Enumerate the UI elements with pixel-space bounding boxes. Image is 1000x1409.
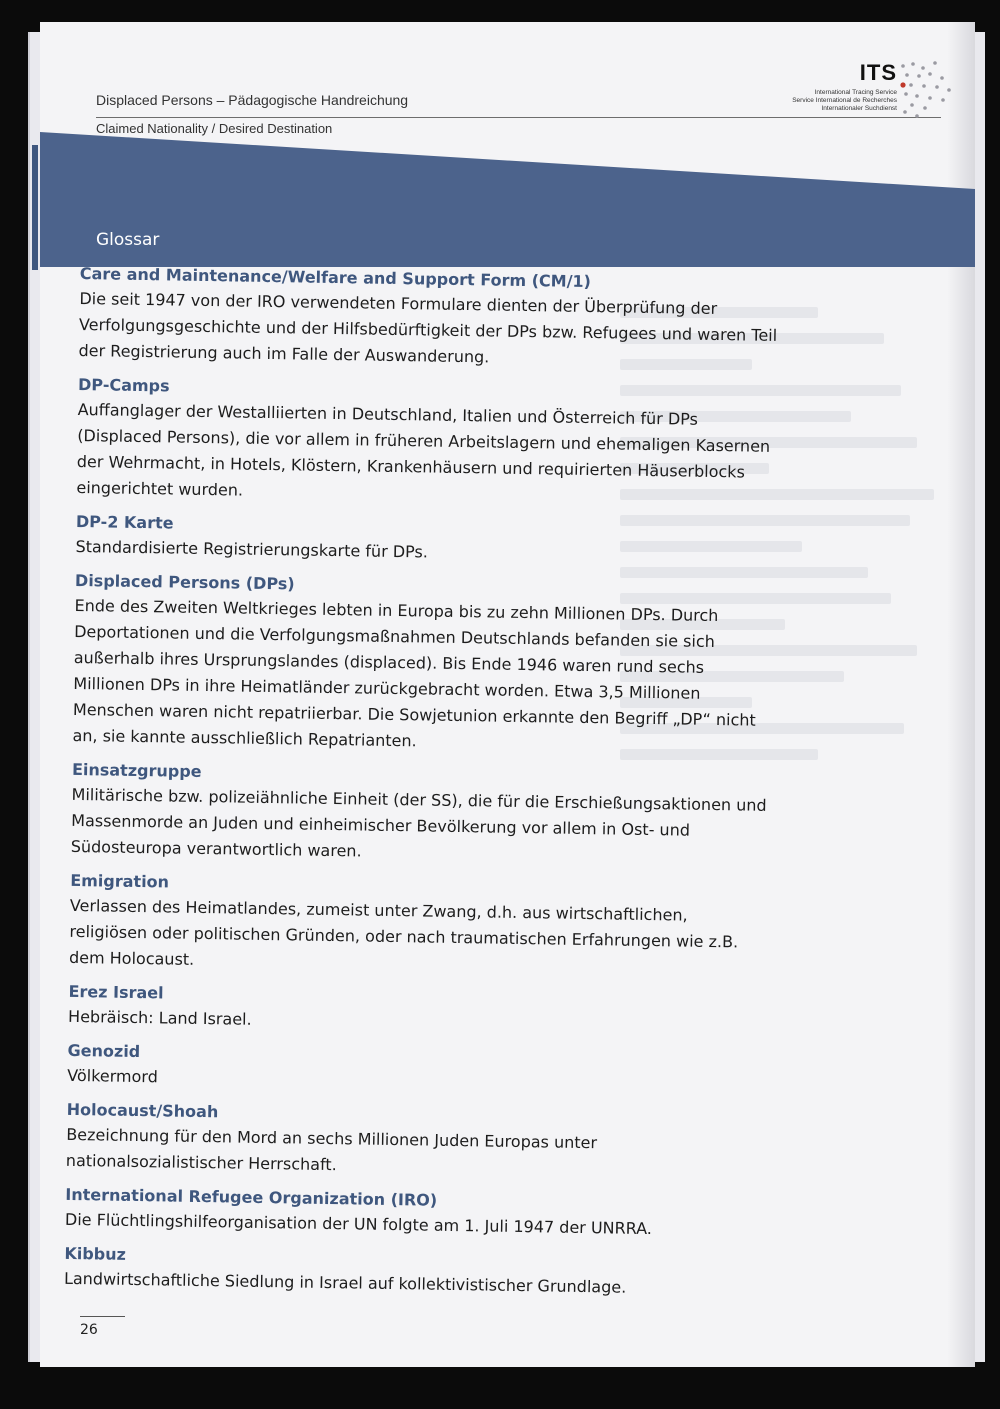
banner-title: Glossar <box>96 230 160 250</box>
glossary-definition: Die seit 1947 von der IRO verwendeten Formulare dienten der Überprüfung der Verfolgungsgeschichte und der Hilfsbedürftigkeit der DPs bzw. Refugees und waren Teil der Registrierung auch im Falle der Auswanderung. <box>78 288 778 367</box>
glossary-entry <box>69 869 771 982</box>
glossary-definition: Hebräisch: Land Israel. <box>67 1006 252 1029</box>
glossary-entry <box>76 373 778 512</box>
logo-line-2: Service International de Recherches <box>792 97 897 104</box>
glossary-definition: Auffanglager der Westalliierten in Deutschland, Italien und Österreich für DPs (Displaced Persons), die vor allem in früheren Arbeitslagern und ehemaligen Kasernen der Wehrmacht, in Hotels, Klöstern, Krankenhäusern und requirierten Häuserblocks eingerichtet wurden. <box>76 399 771 500</box>
its-logo <box>775 60 955 120</box>
binding-edge <box>32 145 38 270</box>
glossary-entry <box>67 1039 768 1100</box>
logo-wordmark: ITS <box>859 60 897 85</box>
dot-cluster-icon <box>897 60 955 120</box>
glossary-term: Holocaust/Shoah <box>66 1099 219 1122</box>
glossary-entry <box>65 1183 766 1244</box>
glossary-definition: Verlassen des Heimatlandes, zumeist unter Zwang, d.h. aus wirtschaftlichen, religiösen oder politischen Gründen, oder nach traumatischen Erfahrungen wie z.B. dem Holocaust. <box>68 895 739 969</box>
footer-rule <box>80 1316 125 1317</box>
glossary-term: Kibbuz <box>64 1243 127 1264</box>
logo-line-1: International Tracing Service <box>814 89 897 96</box>
glossary-term: Emigration <box>70 870 170 892</box>
glossary-term: Displaced Persons (DPs) <box>74 570 295 594</box>
logo-line-3: Internationaler Suchdienst <box>821 105 897 112</box>
glossary-definition: Völkermord <box>67 1065 158 1087</box>
glossary-definition: Die Flüchtlingshilfeorganisation der UN folgte am 1. Juli 1947 der UNRRA. <box>64 1209 653 1239</box>
glossary-definition: Standardisierte Registrierungskarte für DPs. <box>75 536 429 562</box>
glossary-definition: Militärische bzw. polizeiähnliche Einheit (der SS), die für die Erschießungsaktionen und Massenmorde an Juden und einheimischer Bevölkerung vor allem in Ost- und Südosteuropa verantwortlich waren. <box>70 784 767 861</box>
glossary-entry <box>68 980 769 1041</box>
glossary-definition: Bezeichnung für den Mord an sechs Millionen Juden Europas unter nationalsozialistischer Herrschaft. <box>65 1124 598 1175</box>
glossary-term: DP-2 Karte <box>75 511 174 533</box>
page-number: 26 <box>80 1322 98 1338</box>
glossary-term: Genozid <box>67 1040 141 1062</box>
document-page <box>40 22 975 1367</box>
glossary-entry <box>75 510 776 571</box>
glossary-term: Erez Israel <box>68 981 164 1003</box>
glossary-entry <box>78 262 780 375</box>
glossary-definition: Landwirtschaftliche Siedlung in Israel auf kollektivistischer Grundlage. <box>63 1268 627 1297</box>
header-subtitle: Claimed Nationality / Desired Destination <box>96 121 333 136</box>
glossary-entry <box>72 569 775 760</box>
glossary-banner <box>40 132 975 272</box>
header-title: Displaced Persons – Pädagogische Handreichung <box>96 92 409 108</box>
glossary-term: Einsatzgruppe <box>71 759 202 781</box>
glossary-entry <box>66 1098 767 1185</box>
glossary-definition: Ende des Zweiten Weltkrieges lebten in Europa bis zu zehn Millionen DPs. Durch Deportationen und die Verfolgungsmaßnahmen Deutschlands befanden sie sich außerhalb ihres Ursprungslandes (displaced). Bis Ende 1946 waren rund sechs Millionen DPs in ihre Heimatländer zurückgebracht worden. Etwa 3,5 Millionen Menschen waren nicht repatriierbar. Die Sowjetunion erkannte den Begriff „DP“ nicht an, sie kannte ausschließlich Repatrianten. <box>72 595 756 751</box>
glossary-list <box>64 262 780 1312</box>
glossary-entry <box>64 1242 765 1303</box>
glossary-entry <box>71 758 773 871</box>
glossary-term: Care and Maintenance/Welfare and Support Form (CM/1) <box>79 263 592 292</box>
glossary-term: DP-Camps <box>77 374 170 396</box>
glossary-term: International Refugee Organization (IRO) <box>65 1184 438 1210</box>
